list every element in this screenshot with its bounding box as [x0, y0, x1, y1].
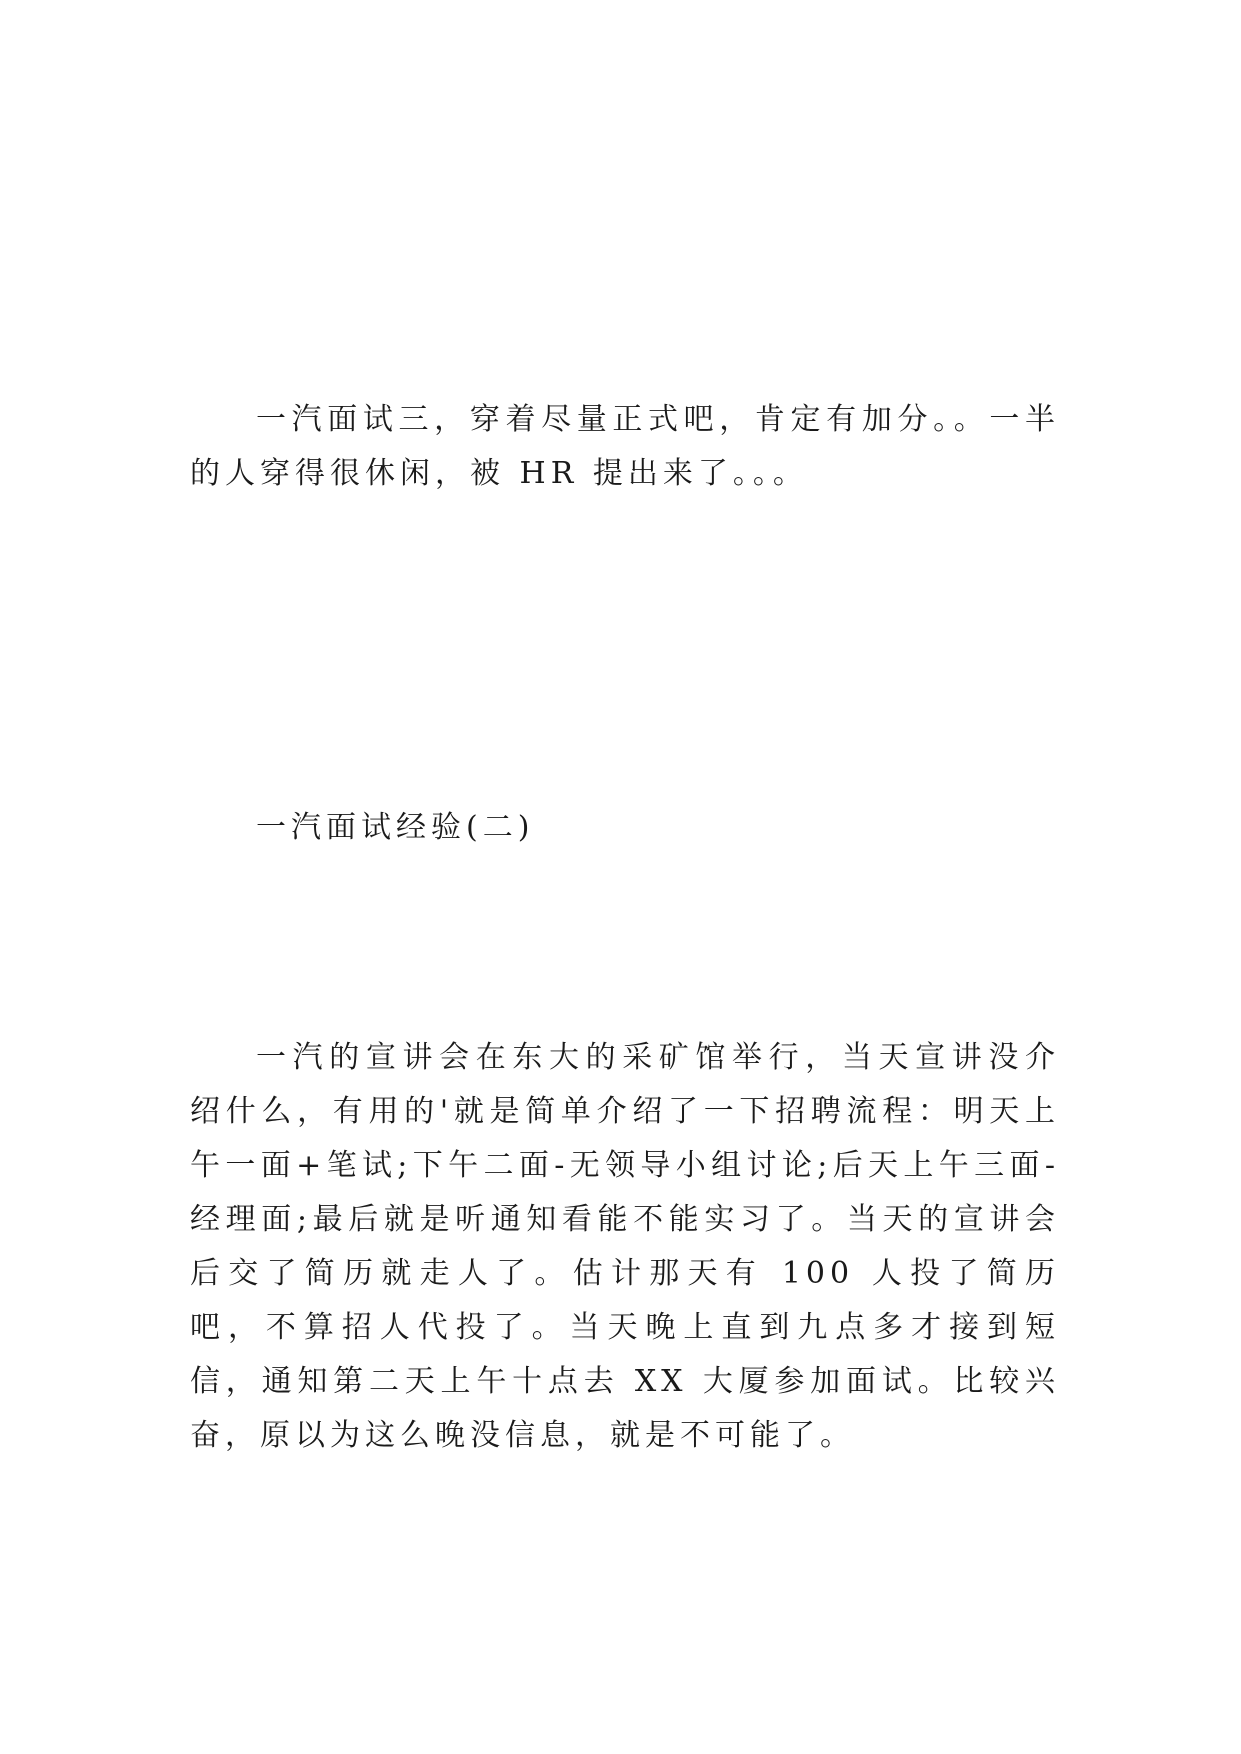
section-heading-interview-experience-2: 一汽面试经验(二) [256, 810, 535, 845]
paragraph-interview-attire: 一汽面试三，穿着尽量正式吧，肯定有加分。。一半的人穿得很休闲，被 HR 提出来了。。。 [190, 402, 1060, 491]
paragraph-recruitment-process: 一汽的宣讲会在东大的采矿馆举行，当天宣讲没介绍什么，有用的'就是简单介绍了一下招聘流程：明天上午一面+笔试;下午二面-无领导小组讨论;后天上午三面-经理面;最后就是听通知看能不能实习了。当天的宣讲会后交了简历就走人了。估计那天有 100 人投了简历吧，不算招人代投了。当天晚上直到九点多才接到短信，通知第二天上午十点去 XX 大厦参加面试。比较兴奋，原以为这么晚没信息，就是不可能了。 [190, 1040, 1060, 1453]
